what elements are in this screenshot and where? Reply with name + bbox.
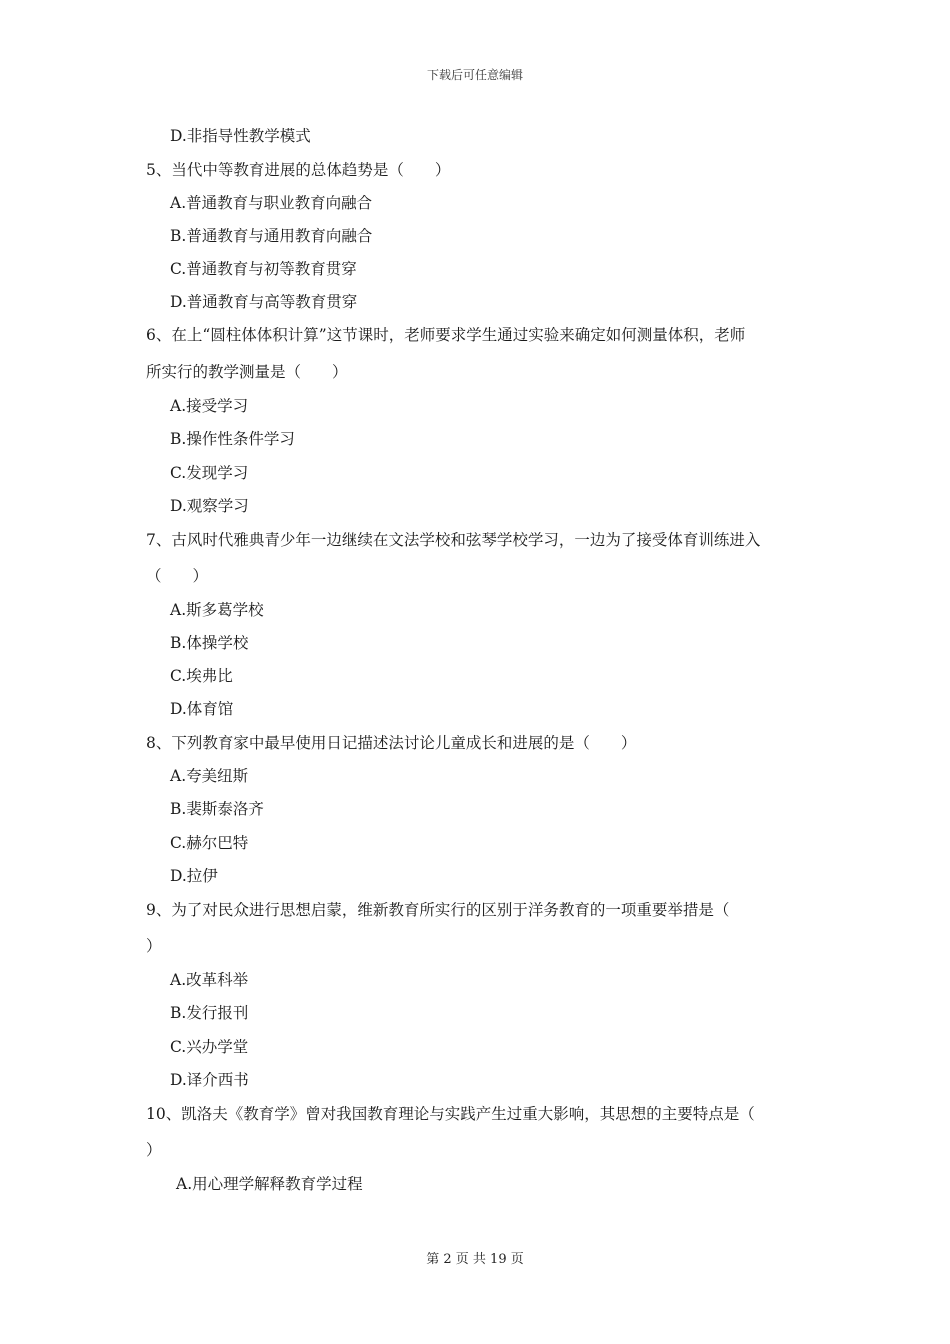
option-text: B.体操学校 [170, 634, 249, 652]
option-text: A.接受学习 [170, 397, 249, 415]
option-text: B.操作性条件学习 [170, 430, 295, 448]
option-text: A.夸美纽斯 [170, 767, 249, 785]
option-text: B.发行报刊 [170, 1004, 249, 1022]
option-text: D.拉伊 [170, 867, 218, 885]
option-text: C.赫尔巴特 [170, 834, 249, 852]
option-text: D.非指导性教学模式 [170, 127, 311, 145]
question-text: 6、在上“圆柱体体积计算”这节课时，老师要求学生通过实验来确定如何测量体积，老师 [146, 326, 746, 344]
option-text: D.观察学习 [170, 497, 249, 515]
option-text: A.斯多葛学校 [170, 601, 264, 619]
page-header: 下载后可任意编辑 [426, 68, 523, 82]
option-text: C.兴办学堂 [170, 1038, 249, 1056]
question-text: 7、古风时代雅典青少年一边继续在文法学校和弦琴学校学习，一边为了接受体育训练进入 [146, 531, 761, 549]
question-text: 8、下列教育家中最早使用日记描述法讨论儿童成长和进展的是（ ） [146, 734, 637, 752]
question-text: 5、当代中等教育进展的总体趋势是（ ） [146, 161, 451, 179]
option-text: A.用心理学解释教育学过程 [176, 1175, 363, 1193]
option-text: A.普通教育与职业教育向融合 [170, 194, 373, 212]
question-text: ） [146, 1141, 162, 1159]
question-text: ） [146, 937, 162, 955]
page-footer: 第 2 页 共 19 页 [426, 1252, 524, 1267]
option-text: D.译介西书 [170, 1071, 249, 1089]
option-text: D.体育馆 [170, 700, 234, 718]
option-text: C.发现学习 [170, 464, 249, 482]
option-text: A.改革科举 [170, 971, 249, 989]
option-text: B.裴斯泰洛齐 [170, 800, 264, 818]
question-text: 10、凯洛夫《教育学》曾对我国教育理论与实践产生过重大影响，其思想的主要特点是（ [146, 1105, 755, 1123]
question-text: 9、为了对民众进行思想启蒙，维新教育所实行的区别于洋务教育的一项重要举措是（ [146, 901, 730, 919]
option-text: C.埃弗比 [170, 667, 233, 685]
question-text: （ ） [146, 567, 209, 585]
option-text: D.普通教育与高等教育贯穿 [170, 293, 358, 311]
option-text: C.普通教育与初等教育贯穿 [170, 260, 357, 278]
option-text: B.普通教育与通用教育向融合 [170, 227, 373, 245]
question-text: 所实行的教学测量是（ ） [146, 363, 348, 381]
